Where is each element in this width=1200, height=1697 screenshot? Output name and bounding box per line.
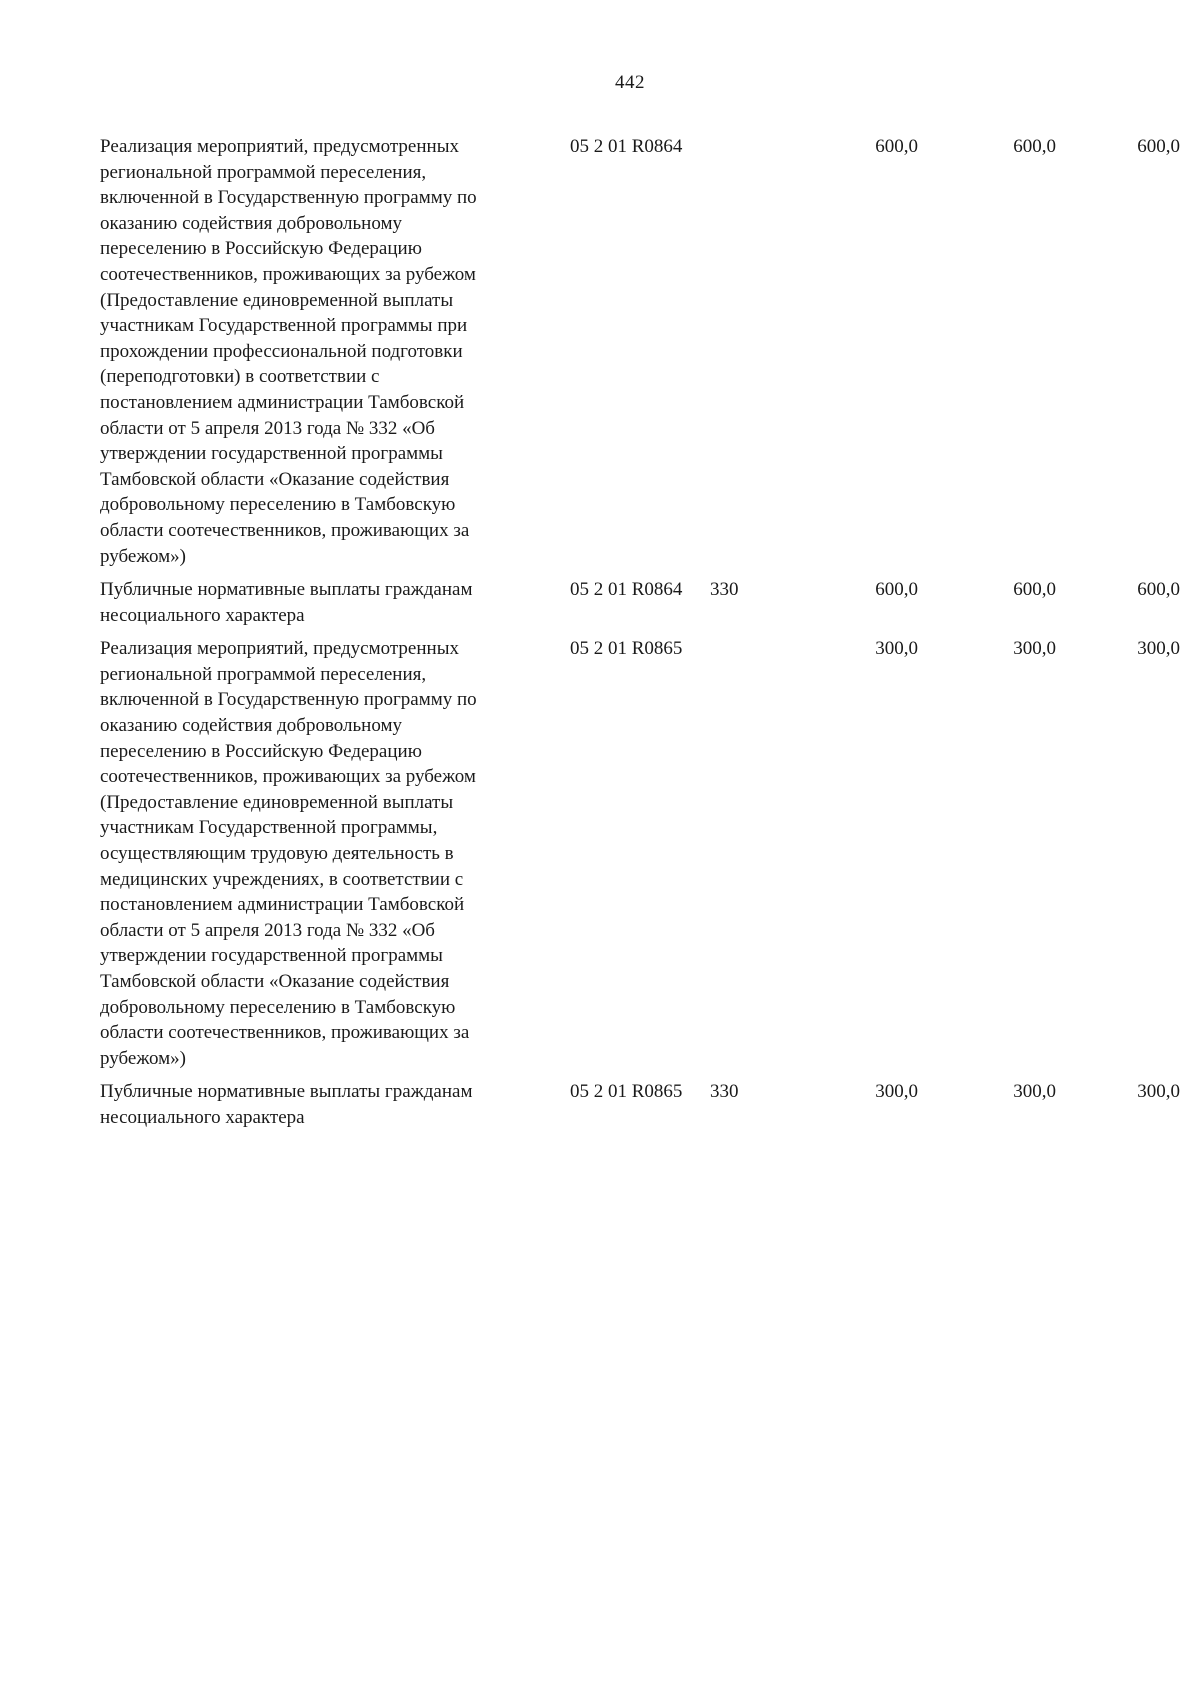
table-row bbox=[100, 134, 1180, 577]
item-code: 05 2 01 R0864 bbox=[570, 136, 683, 157]
table-row bbox=[100, 577, 1180, 636]
item-value-2: 600,0 bbox=[1013, 579, 1056, 601]
item-name: Публичные нормативные выплаты гражданам несоциального характера bbox=[100, 1081, 473, 1128]
item-type: 330 bbox=[710, 1081, 739, 1103]
table-row bbox=[100, 1079, 1180, 1138]
item-value-1: 600,0 bbox=[875, 136, 918, 157]
item-code: 05 2 01 R0865 bbox=[570, 638, 683, 660]
item-value-2: 300,0 bbox=[1013, 638, 1056, 660]
item-type: 330 bbox=[710, 579, 739, 601]
item-value-2: 600,0 bbox=[1013, 136, 1056, 157]
item-value-3: 600,0 bbox=[1137, 579, 1180, 601]
item-value-1: 300,0 bbox=[875, 1081, 918, 1103]
item-value-1: 300,0 bbox=[875, 638, 918, 660]
page-number: 442 bbox=[615, 72, 645, 93]
item-type bbox=[710, 134, 770, 577]
item-value-1: 600,0 bbox=[875, 579, 918, 601]
table-row bbox=[100, 636, 1180, 1079]
item-name: Публичные нормативные выплаты гражданам несоциального характера bbox=[100, 579, 473, 626]
item-value-3: 300,0 bbox=[1137, 1081, 1180, 1103]
item-name: Реализация мероприятий, предусмотренных региональной программой переселения, включенной в Государственную программу по оказанию содействия добровольному переселению в Российскую Федерацию соотечественников, проживающих за рубежом (Предоставление единовременной выплаты участникам Государственной программы, осуществляющим трудовую деятельность в медицинских учреждениях, в соответствии с постановлением администрации Тамбовской области от 5 апреля 2013 года № 332 «Об утверждении государственной программы Тамбовской области «Оказание содействия добровольному переселению в Тамбовскую области соотечественников, проживающих за рубежом») bbox=[100, 638, 477, 1069]
item-code: 05 2 01 R0864 bbox=[570, 579, 683, 601]
item-name: Реализация мероприятий, предусмотренных региональной программой переселения, включенной в Государственную программу по оказанию содействия добровольному переселению в Российскую Федерацию соотечественников, проживающих за рубежом (Предоставление единовременной выплаты участникам Государственной программы при прохождении профессиональной подготовки (переподготовки) в соответствии с постановлением администрации Тамбовской области от 5 апреля 2013 года № 332 «Об утверждении государственной программы Тамбовской области «Оказание содействия добровольному переселению в Тамбовскую области соотечественников, проживающих за рубежом») bbox=[100, 136, 477, 567]
item-code: 05 2 01 R0865 bbox=[570, 1081, 683, 1103]
item-value-2: 300,0 bbox=[1013, 1081, 1056, 1103]
budget-table bbox=[100, 134, 1180, 1139]
item-value-3: 600,0 bbox=[1137, 136, 1180, 157]
item-value-3: 300,0 bbox=[1137, 638, 1180, 660]
item-type bbox=[710, 636, 770, 1079]
